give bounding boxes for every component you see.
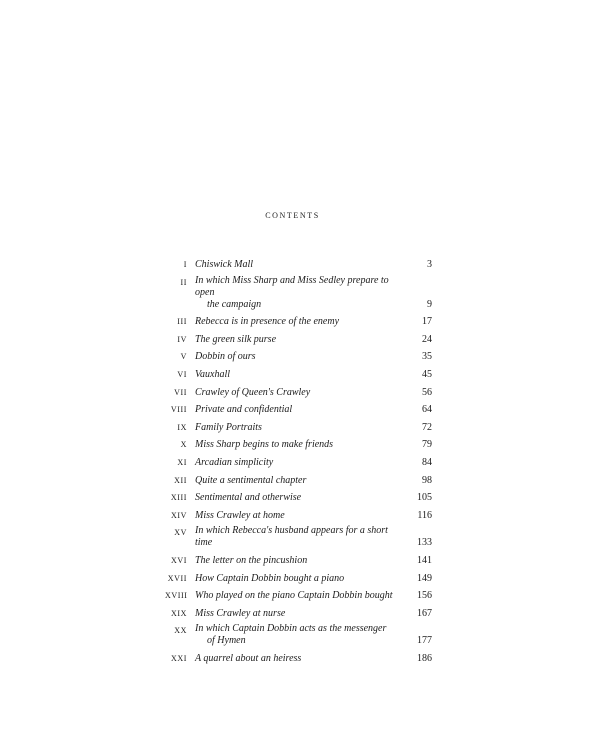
chapter-number: XVII <box>167 573 187 583</box>
table-of-contents <box>165 257 432 668</box>
page-number: 84 <box>422 456 432 468</box>
toc-entry <box>165 606 432 620</box>
chapter-number: XII <box>174 475 187 485</box>
chapter-title-line: Miss Crawley at nurse <box>195 607 286 619</box>
toc-entry <box>165 437 432 451</box>
page-number: 167 <box>417 607 432 619</box>
chapter-title <box>195 492 396 504</box>
page-number: 72 <box>422 421 432 433</box>
chapter-title-line: Rebecca is in presence of the enemy <box>195 316 340 328</box>
chapter-number: VI <box>177 369 187 379</box>
chapter-number: XVI <box>170 555 187 565</box>
chapter-number: X <box>180 440 187 450</box>
chapter-number: XIV <box>170 510 187 520</box>
chapter-title <box>195 623 396 647</box>
chapter-number: XVIII <box>165 591 188 601</box>
page-number: 98 <box>422 474 432 486</box>
chapter-number: XXI <box>170 653 187 663</box>
page-number: 9 <box>427 298 432 310</box>
chapter-title <box>195 422 396 434</box>
page-number: 149 <box>417 572 432 584</box>
chapter-title <box>195 316 396 328</box>
chapter-number: VIII <box>170 405 187 415</box>
chapter-title <box>195 590 396 602</box>
chapter-title-line: The green silk purse <box>195 333 277 345</box>
toc-entry <box>165 349 432 363</box>
chapter-title <box>195 259 396 271</box>
chapter-number: III <box>177 317 187 327</box>
toc-entry <box>165 275 432 311</box>
chapter-title-continuation: the campaign <box>207 298 262 310</box>
chapter-number: XI <box>177 457 187 467</box>
chapter-title <box>195 404 396 416</box>
toc-entry <box>165 257 432 271</box>
page-number: 156 <box>417 590 432 602</box>
chapter-number: XIX <box>170 608 187 618</box>
chapter-title-line: Vauxhall <box>195 368 230 380</box>
chapter-title-line: Private and confidential <box>195 404 293 416</box>
chapter-title <box>195 653 396 665</box>
chapter-title-line: Miss Crawley at home <box>195 509 285 521</box>
contents-heading: contents <box>265 209 320 221</box>
page-number: 3 <box>427 259 432 270</box>
toc-entry <box>165 367 432 381</box>
chapter-title-line: Crawley of Queen's Crawley <box>195 386 311 398</box>
toc-entry <box>165 651 432 665</box>
toc-entry <box>165 571 432 585</box>
chapter-number: XX <box>174 626 187 636</box>
chapter-title <box>195 457 396 469</box>
chapter-title-continuation: of Hymen <box>207 635 246 647</box>
chapter-title <box>195 475 396 487</box>
chapter-title-line: Miss Sharp begins to make friends <box>195 439 334 451</box>
chapter-title <box>195 351 396 363</box>
page-number: 64 <box>422 404 432 416</box>
toc-entry <box>165 525 432 549</box>
toc-entry <box>165 332 432 346</box>
chapter-title-line: Sentimental and otherwise <box>195 492 302 504</box>
toc-entry <box>165 553 432 567</box>
toc-entry <box>165 385 432 399</box>
chapter-title <box>195 275 396 311</box>
toc-entry <box>165 455 432 469</box>
chapter-title <box>195 573 396 585</box>
chapter-title-line: Quite a sentimental chapter <box>195 474 307 486</box>
chapter-title-line: In which Miss Sharp and Miss Sedley prepare to open <box>195 274 389 298</box>
chapter-title <box>195 439 396 451</box>
chapter-number: II <box>180 277 187 287</box>
chapter-number: IV <box>177 334 187 344</box>
page-number: 35 <box>422 351 432 363</box>
chapter-title <box>195 334 396 346</box>
page-number: 56 <box>422 386 432 398</box>
chapter-title-line: Chiswick Mall <box>195 259 254 270</box>
chapter-title-line: Family Portraits <box>195 421 262 433</box>
chapter-title <box>195 510 396 522</box>
toc-entry <box>165 490 432 504</box>
page-number: 133 <box>417 537 432 549</box>
page-number: 105 <box>417 492 432 504</box>
toc-entry <box>165 402 432 416</box>
chapter-title-line: A quarrel about an heiress <box>195 652 302 664</box>
chapter-title-line: Arcadian simplicity <box>195 456 274 468</box>
chapter-number: V <box>180 352 187 362</box>
page-number: 79 <box>422 439 432 451</box>
chapter-number: XV <box>174 528 187 538</box>
toc-entry <box>165 473 432 487</box>
chapter-title <box>195 608 396 620</box>
page-number: 116 <box>417 509 432 521</box>
page-number: 186 <box>417 652 432 664</box>
toc-entry <box>165 588 432 602</box>
chapter-number: IX <box>177 422 187 432</box>
chapter-title <box>195 555 396 567</box>
chapter-title <box>195 369 396 381</box>
page-number: 17 <box>422 316 432 328</box>
chapter-number: I <box>183 260 187 269</box>
chapter-number: XIII <box>170 493 187 503</box>
toc-entry <box>165 623 432 647</box>
chapter-title-line: Dobbin of ours <box>195 351 256 363</box>
toc-entry <box>165 314 432 328</box>
toc-entry <box>165 420 432 434</box>
toc-entry <box>165 508 432 522</box>
chapter-title-line: Who played on the piano Captain Dobbin bought <box>195 590 393 602</box>
chapter-title <box>195 387 396 399</box>
page-number: 141 <box>417 554 432 566</box>
page-number: 24 <box>422 333 432 345</box>
chapter-number: VII <box>174 387 187 397</box>
chapter-title-line: In which Captain Dobbin acts as the messenger <box>195 623 387 635</box>
chapter-title-line: In which Rebecca's husband appears for a short time <box>195 525 388 549</box>
page-number: 177 <box>417 635 432 647</box>
chapter-title-line: The letter on the pincushion <box>195 554 308 566</box>
chapter-title-line: How Captain Dobbin bought a piano <box>195 572 345 584</box>
page-number: 45 <box>422 368 432 380</box>
chapter-title <box>195 525 396 549</box>
